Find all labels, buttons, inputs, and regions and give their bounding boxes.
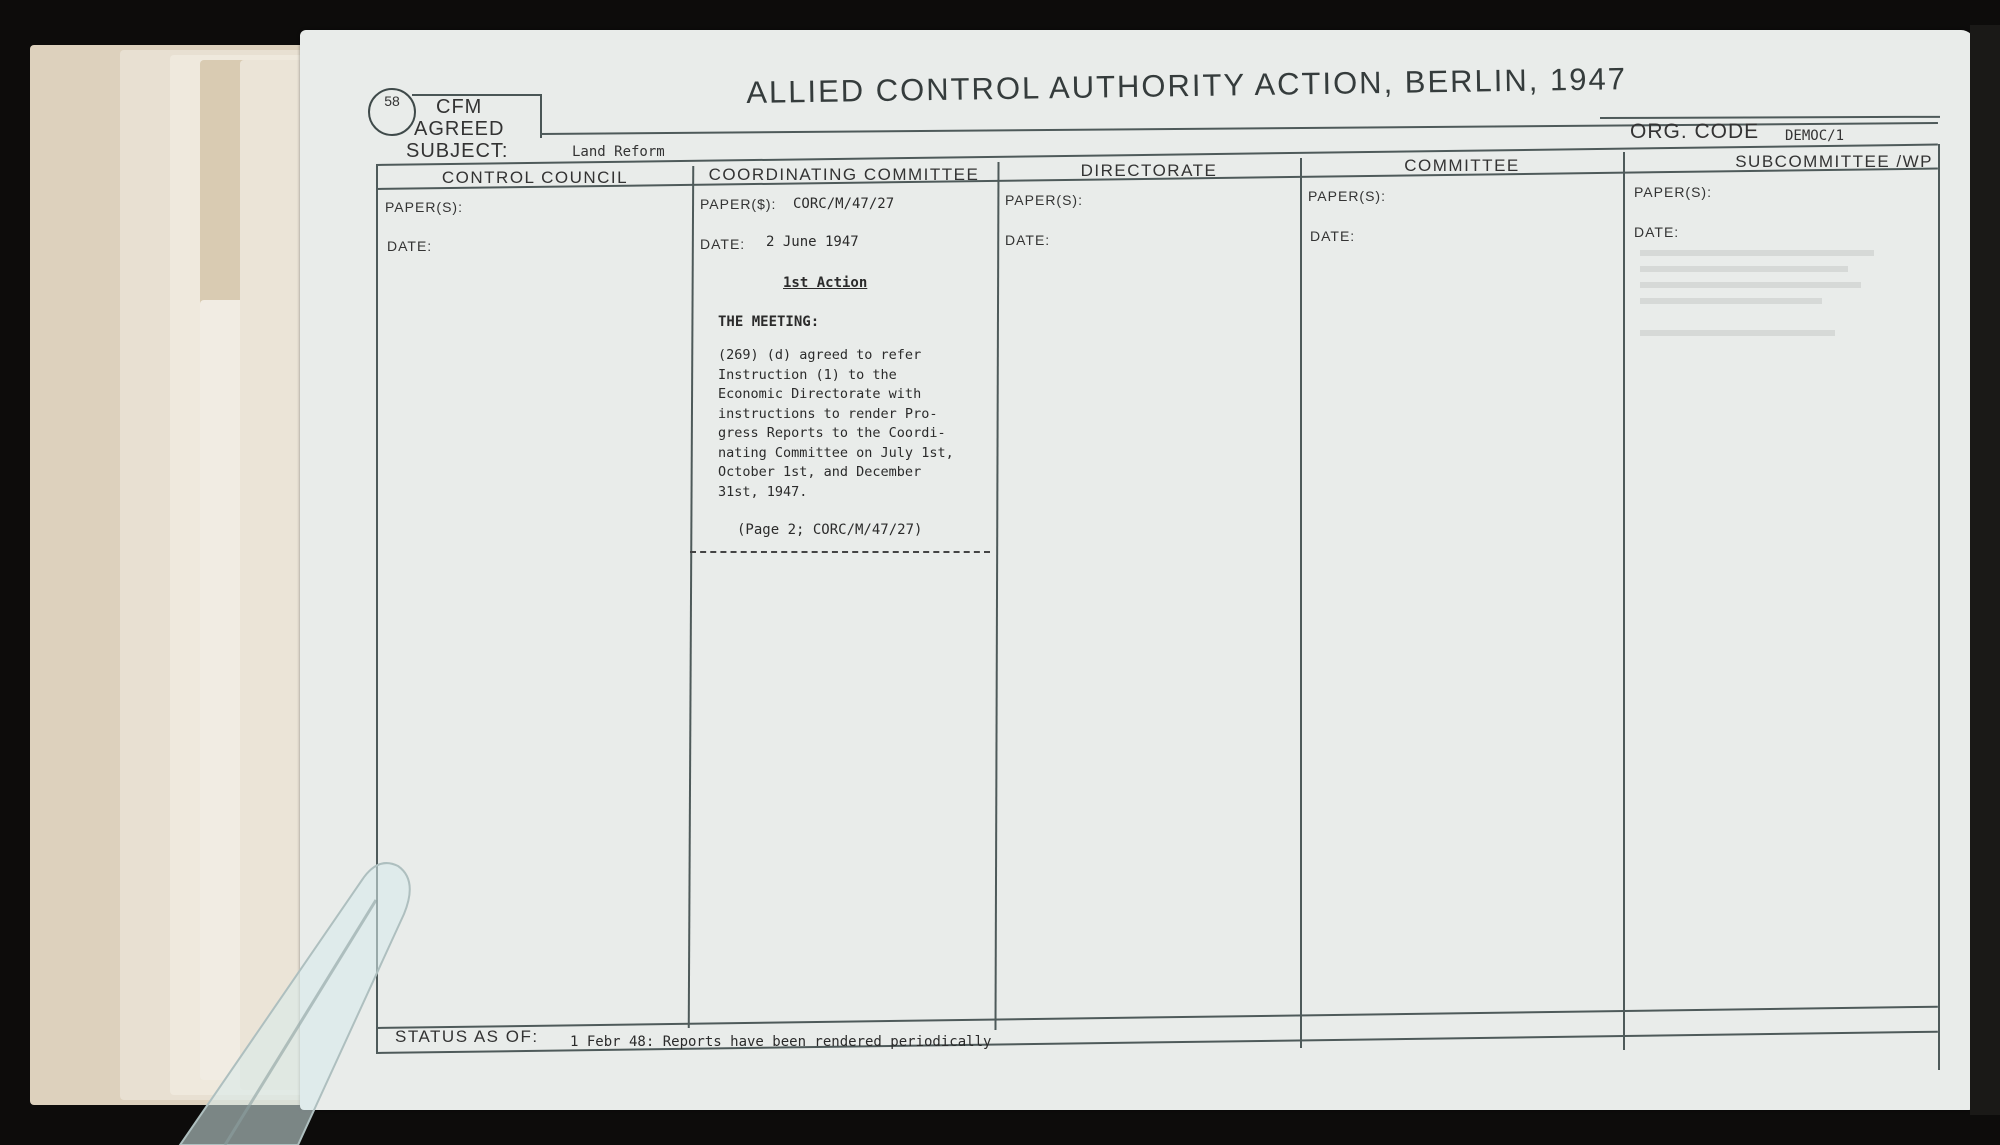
column-heading-coordinating-committee: COORDINATING COMMITTEE <box>708 165 980 184</box>
first-action-heading: 1st Action <box>783 275 868 291</box>
action-line: (269) (d) agreed to refer <box>718 347 922 363</box>
coordinating-date-label: DATE: <box>700 236 746 252</box>
control-council-date-label: DATE: <box>387 238 433 254</box>
org-code-value: DEMOC/1 <box>1785 128 1845 144</box>
subject-value: Land Reform <box>572 144 665 160</box>
column-heading-subcommittee: SUBCOMMITTEE /WP <box>1735 152 1933 171</box>
directorate-paper-label: PAPER(S): <box>1005 192 1083 208</box>
action-line: gress Reports to the Coordi- <box>718 425 946 441</box>
subject-label: SUBJECT: <box>406 140 509 162</box>
committee-date-label: DATE: <box>1310 228 1356 244</box>
card-number: 58 <box>384 93 400 109</box>
subcommittee-date-label: DATE: <box>1634 224 1680 240</box>
control-council-paper-label: PAPER(S): <box>385 199 463 215</box>
org-code-label: ORG. CODE <box>1630 120 1760 143</box>
status-label: STATUS AS OF: <box>395 1027 539 1046</box>
subcommittee-paper-label: PAPER(S): <box>1634 184 1712 200</box>
coordinating-paper-value: CORC/M/47/27 <box>793 196 895 212</box>
coordinating-paper-label: PAPER($): <box>700 196 777 212</box>
meeting-heading: THE MEETING: <box>718 314 820 330</box>
action-reference: (Page 2; CORC/M/47/27) <box>737 522 923 538</box>
agreed-label: AGREED <box>414 118 505 140</box>
committee-paper-label: PAPER(S): <box>1308 188 1386 204</box>
action-line: 31st, 1947. <box>718 483 808 500</box>
action-line: October 1st, and December <box>718 464 922 480</box>
cfm-label: CFM <box>436 96 483 118</box>
action-line: Instruction (1) to the <box>718 366 897 383</box>
action-line: instructions to render Pro- <box>718 405 938 422</box>
column-heading-committee: COMMITTEE <box>1404 156 1520 175</box>
action-line: Economic Directorate with <box>718 386 922 402</box>
coordinating-date-value: 2 June 1947 <box>766 234 859 250</box>
column-heading-directorate: DIRECTORATE <box>1080 161 1218 180</box>
column-heading-control-council: CONTROL COUNCIL <box>441 168 629 187</box>
card-title: ALLIED CONTROL AUTHORITY ACTION, BERLIN, 1947 <box>746 61 1628 110</box>
status-value: 1 Febr 48: Reports have been rendered periodically <box>570 1034 992 1050</box>
directorate-date-label: DATE: <box>1005 232 1051 248</box>
action-line: nating Committee on July 1st, <box>718 444 954 461</box>
